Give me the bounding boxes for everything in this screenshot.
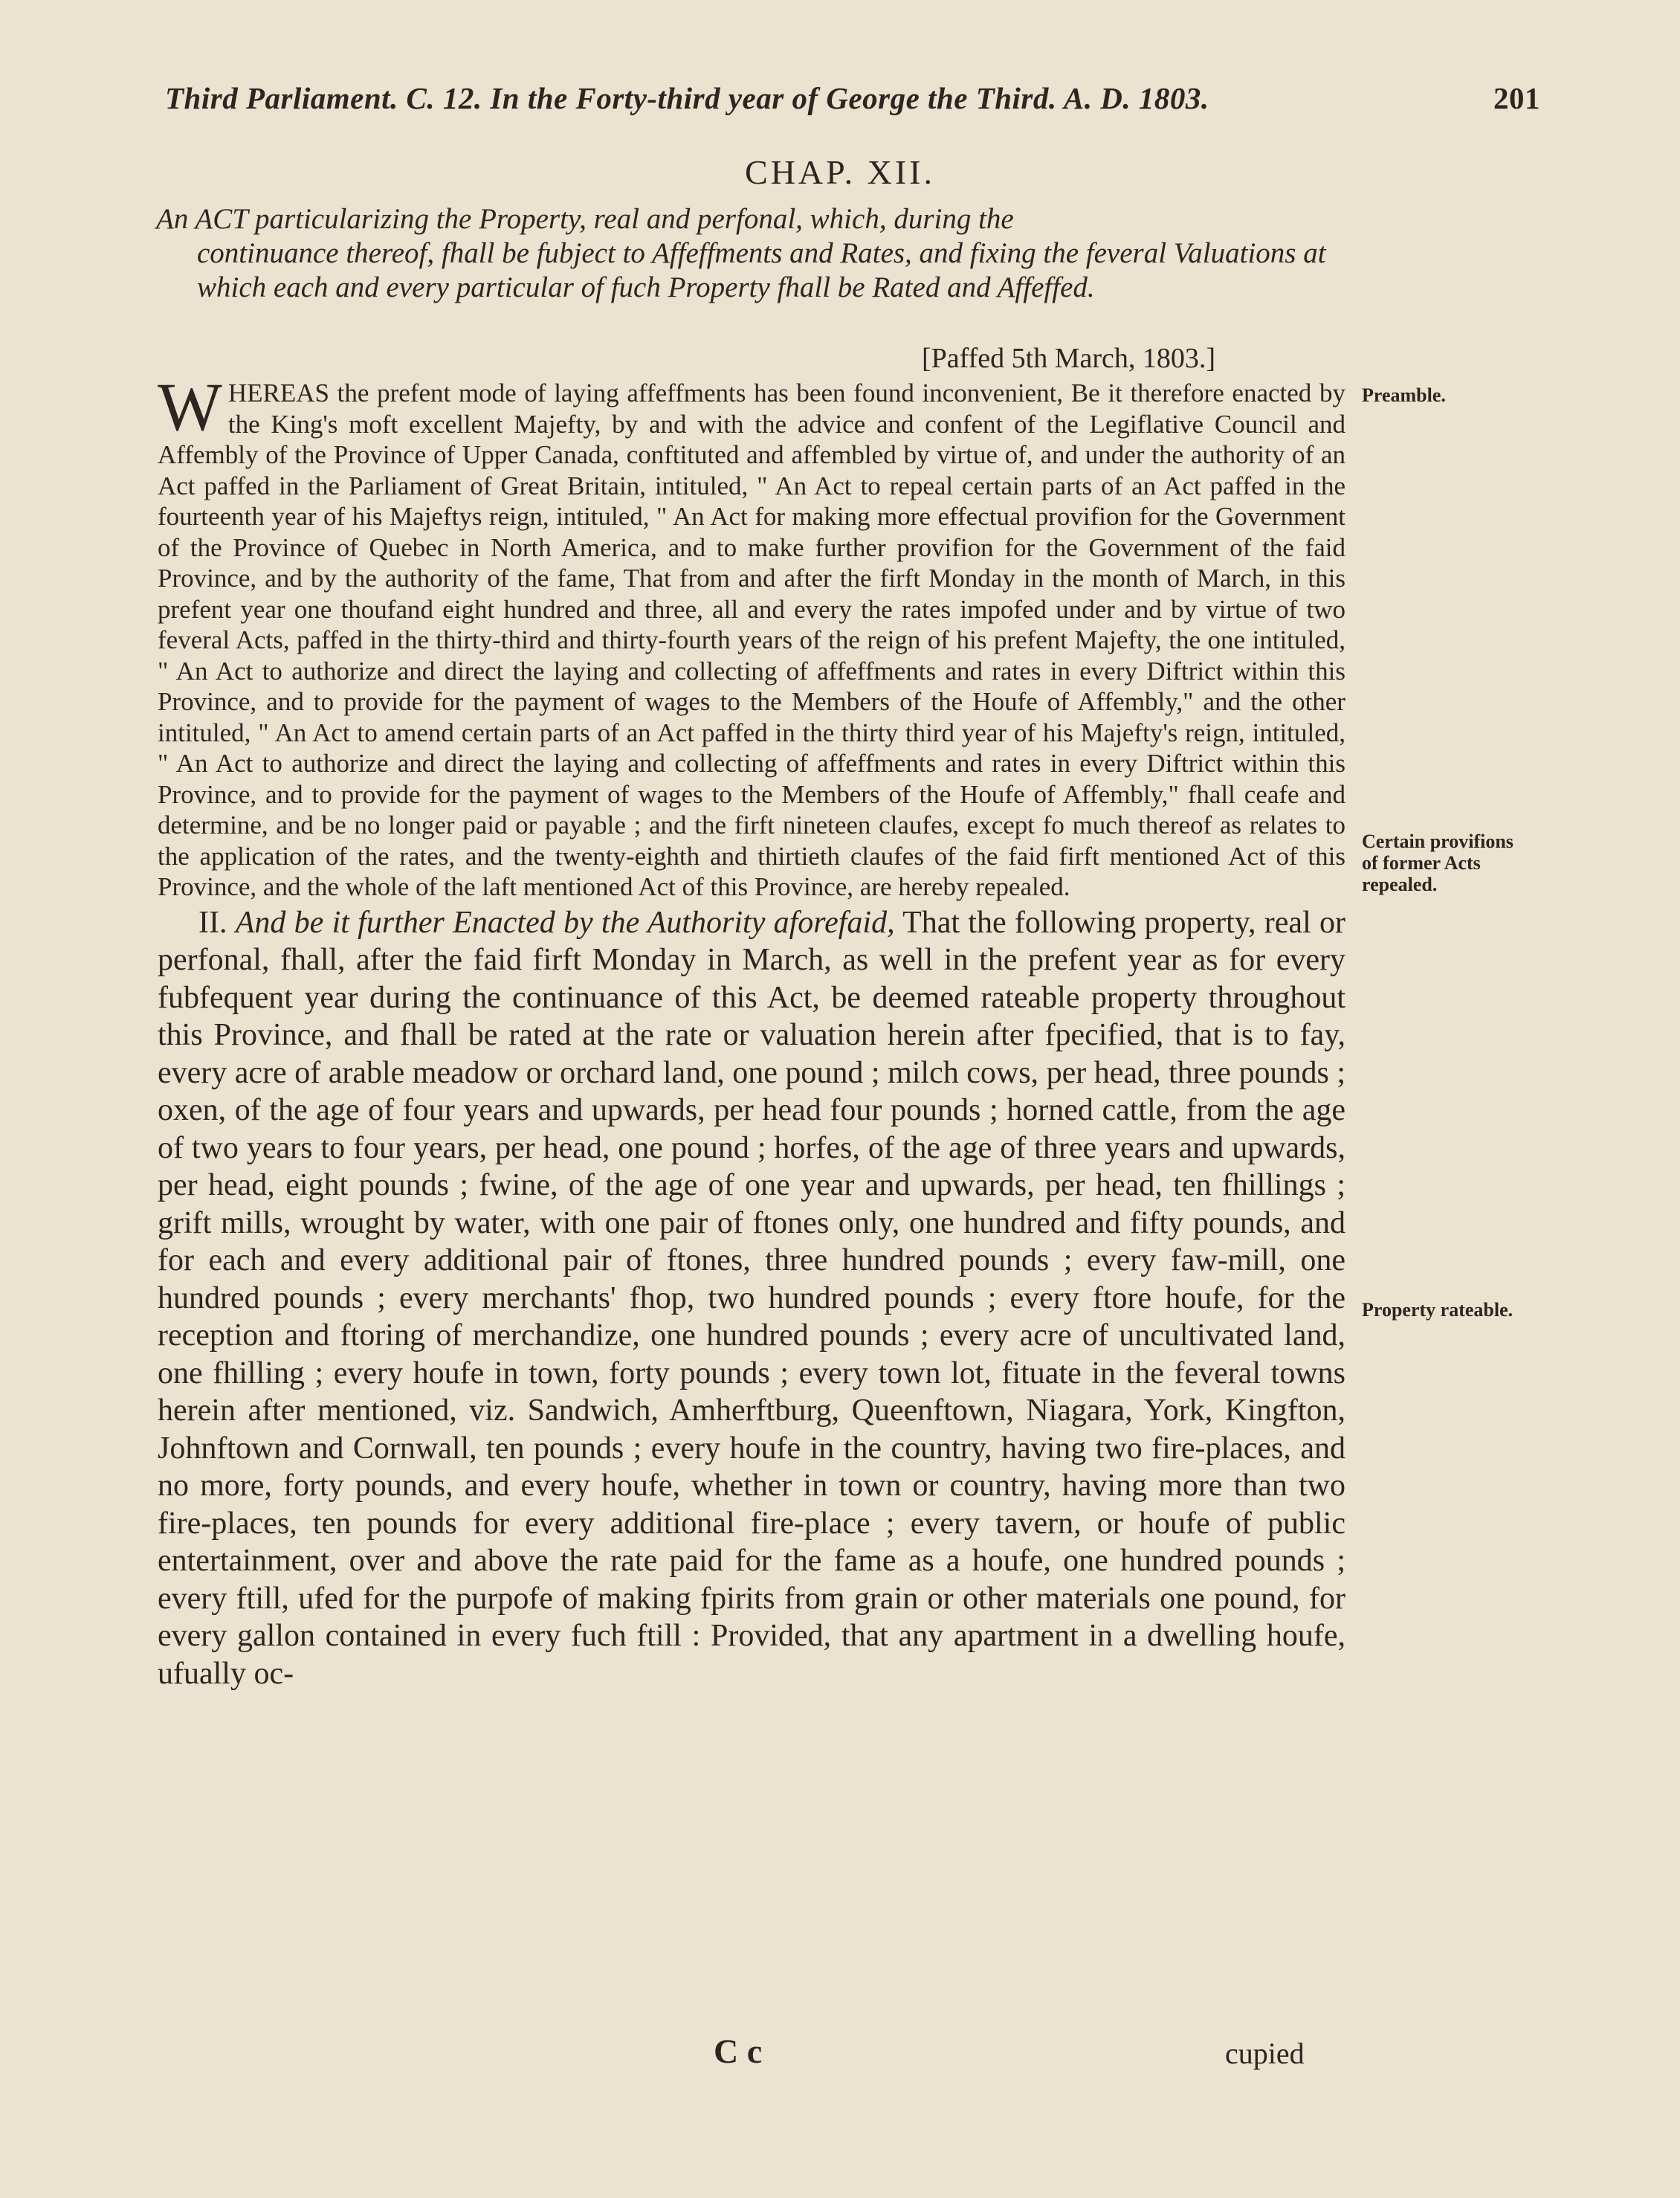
signature-mark: C c bbox=[714, 2032, 763, 2070]
catchword: cupied bbox=[1225, 2037, 1305, 2070]
page-number: 201 bbox=[1493, 81, 1540, 115]
drop-cap: W bbox=[158, 369, 222, 445]
act-title-continuation: continuance thereof, fhall be fubject to Affeffments and Rates, and fixing the feveral Valuations at which each and every particular of fuch Property fhall be Rated and Affeffed. bbox=[197, 237, 1326, 303]
running-header bbox=[165, 80, 1540, 125]
paragraph-section-2 bbox=[158, 904, 1345, 1693]
margin-note-preamble: Preamble. bbox=[1362, 384, 1446, 406]
enacting-clause: And be it further Enacted by the Authority aforefaid, bbox=[235, 905, 895, 940]
margin-note-repealed: Certain provifions of former Acts repealed. bbox=[1362, 831, 1513, 895]
paragraph-preamble-text: HEREAS the prefent mode of laying affeffments has been found inconvenient, Be it therefore enacted by the King's moft excellent Majefty, by and with the advice and confent of the Legiflative Council and Affembly of the Province of Upper Canada, conftituted and affembled by virtue of, and under the authority of an Act paffed in the Parliament of Great Britain, intituled, " An Act to repeal certain parts of an Act paffed in the fourteenth year of his Majeftys reign, intituled, " An Act for making more effectual provifion for the Government of the Province of Quebec in North America, and to make further provifion for the Government of the faid Province, and by the authority of the fame, That from and after the firft Monday in the month of March, in this prefent year one thoufand eight hundred and three, all and every the rates impofed under and by virtue of two feveral Acts, paffed in the thirty-third and thirty-fourth years of the reign of his prefent Majefty, the one intituled, " An Act to authorize and direct the laying and collecting of affeffments and rates in every Diftrict within this Province, and to provide for the payment of wages to the Members of the Houfe of Affembly," and the other intituled, " An Act to amend certain parts of an Act paffed in the thirty third year of his Majefty's reign, intituled, " An Act to authorize and direct the laying and collecting of affeffments and rates in every Diftrict within this Province, and to provide for the payment of wages to the Members of the Houfe of Affembly," fhall ceafe and determine, and be no longer paid or payable ; and the firft nineteen claufes, except fo much thereof as relates to the application of the rates, and the twenty-eighth and thirtieth claufes of the faid firft mentioned Act of this Province, and the whole of the laft mentioned Act of this Province, are hereby repealed. bbox=[158, 378, 1345, 901]
section-numeral: II. bbox=[198, 905, 227, 940]
passed-date: [Paffed 5th March, 1803.] bbox=[922, 343, 1216, 374]
chapter-heading: CHAP. XII. bbox=[745, 153, 935, 191]
act-title-first-line: An ACT particularizing the Property, real and perfonal, which, during the bbox=[156, 203, 1014, 235]
margin-note-rateable: Property rateable. bbox=[1362, 1299, 1513, 1321]
running-head-text: Third Parliament. C. 12. In the Forty-third year of George the Third. A. D. 1803. bbox=[165, 81, 1209, 115]
act-title bbox=[156, 202, 1353, 305]
paragraph-preamble bbox=[158, 369, 1345, 903]
act-body bbox=[158, 369, 1345, 1692]
paragraph-section-2-text: That the following property, real or perfonal, fhall, after the faid firft Monday in March, as well in the prefent year as for every fubfequent year during the continuance of this Act, be deemed rateable property throughout this Province, and fhall be rated at the rate or valuation herein after fpecified, that is to fay, every acre of arable meadow or orchard land, one pound ; milch cows, per head, three pounds ; oxen, of the age of four years and upwards, per head four pounds ; horned cattle, from the age of two years to four years, per head, one pound ; horfes, of the age of three years and upwards, per head, eight pounds ; fwine, of the age of one year and upwards, per head, ten fhillings ; grift mills, wrought by water, with one pair of ftones only, one hundred and fifty pounds, and for each and every additional pair of ftones, three hundred pounds ; every faw-mill, one hundred pounds ; every merchants' fhop, two hundred pounds ; every ftore houfe, for the reception and ftoring of merchandize, one hundred pounds ; every acre of uncultivated land, one fhilling ; every houfe in town, forty pounds ; every town lot, fituate in the feveral towns herein after mentioned, viz. Sandwich, Amherftburg, Queenftown, Niagara, York, Kingfton, Johnftown and Cornwall, ten pounds ; every houfe in the country, having two fire-places, and no more, forty pounds, and every houfe, whether in town or country, having more than two fire-places, ten pounds for every additional fire-place ; every tavern, or houfe of public entertainment, over and above the rate paid for the fame as a houfe, one hundred pounds ; every ftill, ufed for the purpofe of making fpirits from grain or other materials one pound, for every gallon contained in every fuch ftill : Provided, that any apartment in a dwelling houfe, ufually oc- bbox=[158, 905, 1345, 1691]
